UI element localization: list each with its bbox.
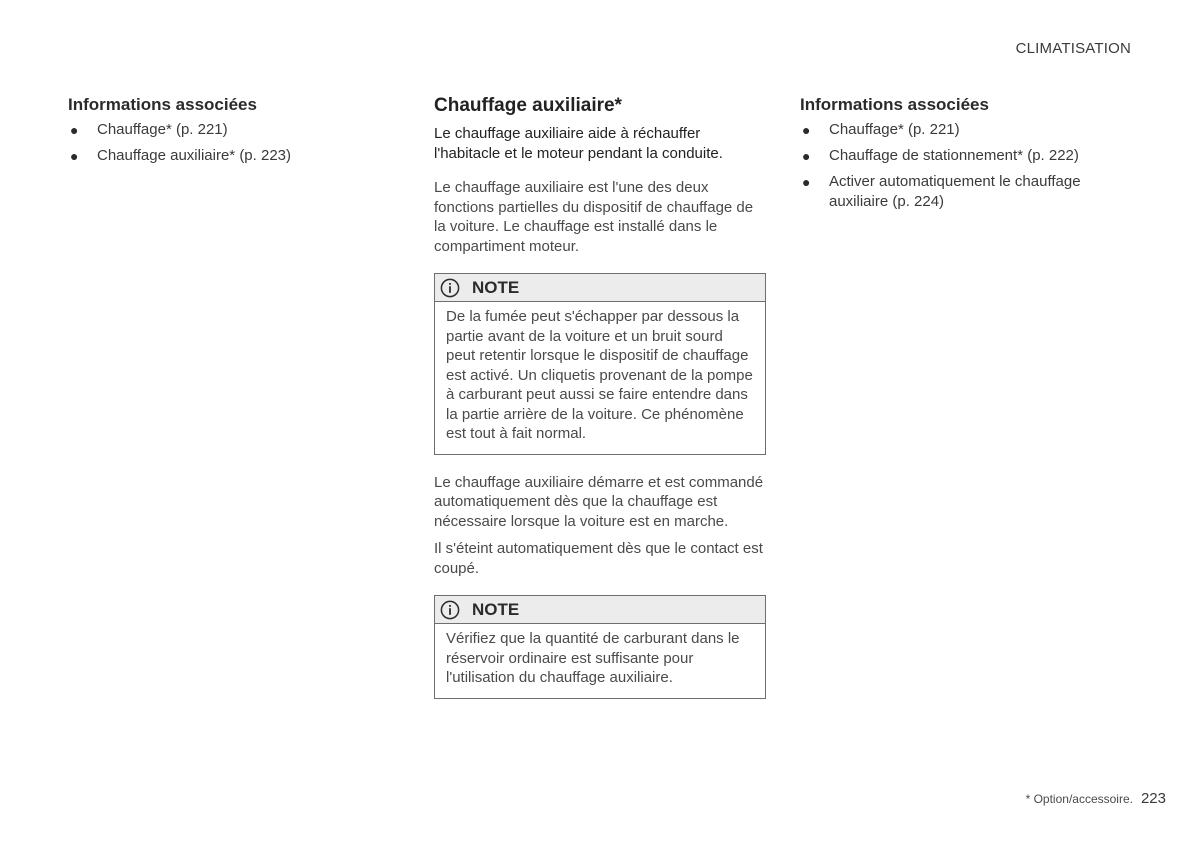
bullet-dot-icon: ● (70, 122, 79, 138)
related-link[interactable] (68, 146, 368, 166)
related-info-title: Informations associées (68, 95, 257, 114)
related-links-list (800, 120, 1130, 212)
related-link[interactable] (68, 120, 368, 140)
article-paragraph: Le chauffage auxiliaire démarre et est commandé automatiquement dès que la chauffage est nécessaire lorsque la voiture est en marche. (434, 473, 764, 530)
bullet-dot-icon: ● (802, 122, 811, 138)
article-lead: Le chauffage auxiliaire aide à réchauffer l'habitacle et le moteur pendant la conduite. (434, 125, 723, 162)
note-label: NOTE (472, 277, 520, 297)
note-text: Vérifiez que la quantité de carburant dans le réservoir ordinaire est suffisante pour l'utilisation du chauffage auxiliaire. (446, 630, 740, 686)
related-links-list (68, 120, 368, 166)
related-link[interactable] (800, 120, 1130, 140)
related-info-left (68, 94, 368, 172)
related-link-label: Chauffage* (p. 221) (97, 121, 228, 138)
info-circle-icon (440, 600, 460, 620)
related-link[interactable] (800, 146, 1130, 166)
article-title: Chauffage auxiliaire* (434, 95, 622, 116)
note-header (435, 596, 765, 624)
bullet-dot-icon: ● (802, 148, 811, 164)
footnote: * Option/accessoire. (1025, 792, 1133, 806)
note-box (434, 595, 766, 699)
article-paragraph: Il s'éteint automatiquement dès que le contact est coupé. (434, 540, 763, 577)
bullet-dot-icon: ● (70, 148, 79, 164)
note-header (435, 274, 765, 302)
info-circle-icon (440, 278, 460, 298)
main-article (434, 94, 766, 717)
related-info-title: Informations associées (800, 95, 989, 114)
related-link-label: Activer automatiquement le chauffage auxiliaire (p. 224) (829, 173, 1081, 210)
related-link-label: Chauffage auxiliaire* (p. 223) (97, 147, 292, 164)
related-link-label: Chauffage de stationnement* (p. 222) (829, 147, 1079, 164)
related-info-right (800, 94, 1130, 218)
article-paragraph: Le chauffage auxiliaire est l'une des deux fonctions partielles du dispositif de chauffage de la voiture. Le chauffage est installé dans le compartiment moteur. (434, 179, 754, 255)
bullet-dot-icon: ● (802, 174, 811, 190)
note-label: NOTE (472, 599, 520, 619)
note-text: De la fumée peut s'échapper par dessous la partie avant de la voiture et un bruit sourd peut retentir lorsque le dispositif de chauffage est activé. Un cliquetis provenant de la pompe à carburant peut aussi se faire entendre dans la partie arrière de la voiture. Ce phénomène est tout à fait normal. (446, 308, 753, 442)
section-header: CLIMATISATION (1015, 40, 1131, 57)
related-link[interactable] (800, 172, 1130, 212)
note-box (434, 273, 766, 455)
page-number: 223 (1140, 790, 1166, 807)
page-footer (1026, 790, 1166, 807)
related-link-label: Chauffage* (p. 221) (829, 121, 960, 138)
